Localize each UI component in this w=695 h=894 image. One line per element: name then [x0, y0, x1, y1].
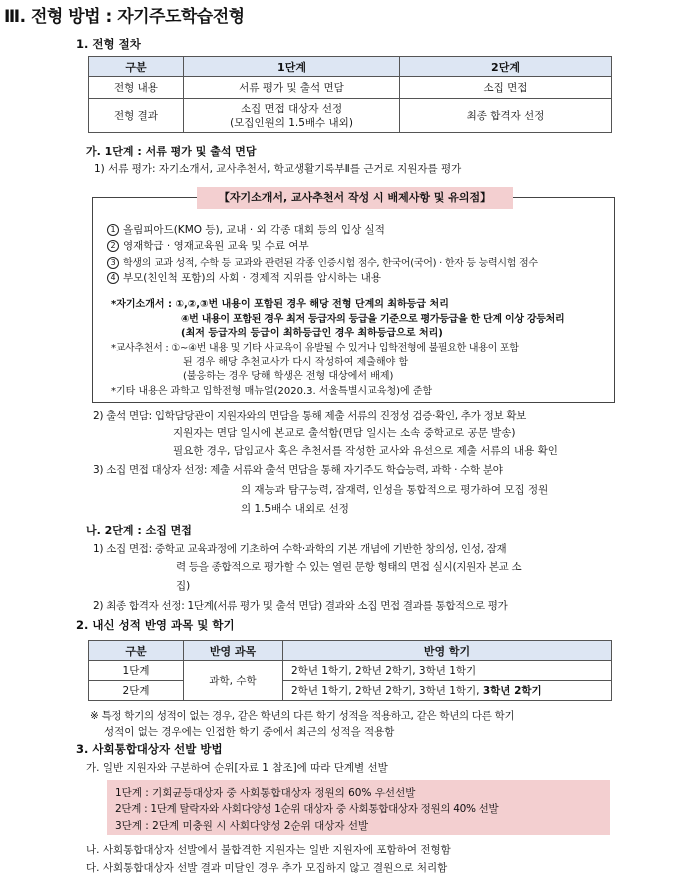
- section-3-heading: 3. 사회통합대상자 선발 방법: [76, 742, 223, 756]
- table-cell: 1단계: [89, 661, 184, 681]
- cell-line: (모집인원의 1.5배수 내외): [230, 116, 353, 129]
- selection-stage: 3단계 : 2단계 미충원 시 사회다양성 2순위 대상자 선발: [115, 820, 369, 832]
- caution-item: 2 영재학급 · 영재교육원 교육 및 수료 여부: [107, 238, 309, 253]
- subsection-na-heading: 나. 2단계 : 소집 면접: [86, 524, 192, 537]
- note-self-intro: *자기소개서 : ①,②,③번 내용이 포함된 경우 해당 전형 단계의 최하등급 처리: [111, 299, 449, 310]
- item-2: 2) 출석 면담: 입학담당관이 지원자와의 면담을 통해 제출 서류의 진정성 검증·확인, 추가 정보 확보: [93, 410, 527, 422]
- caution-box-title: 【자기소개서, 교사추천서 작성 시 배제사항 및 유의점】: [197, 187, 513, 209]
- section-3-na: 나. 사회통합대상자 선발에서 불합격한 지원자는 일반 지원자에 포함하여 전형함: [86, 844, 451, 856]
- table-cell: [184, 99, 400, 133]
- circled-number: 1: [107, 224, 119, 236]
- grades-note: 성적이 없는 경우에는 인접한 학기 중에서 최근의 성적을 적용함: [104, 726, 395, 738]
- section-3-ga: 가. 일반 지원자와 구분하여 순위[자료 1 참조]에 따라 단계별 선발: [86, 762, 388, 774]
- section-2-heading: 2. 내신 성적 반영 과목 및 학기: [76, 618, 235, 632]
- caution-item: 3 학생의 교과 성적, 수학 등 교과와 관련된 각종 인증시험 점수, 한국어(국어) · 한자 등 능력시험 점수: [107, 254, 538, 269]
- caution-item: 4 부모(친인척 포함)의 사회 · 경제적 지위를 암시하는 내용: [107, 270, 381, 285]
- table-cell: 2학년 1학기, 2학년 2학기, 3학년 1학기: [283, 661, 612, 681]
- table-cell: 과학, 수학: [184, 661, 283, 701]
- na-item-1: 1) 소집 면접: 중학교 교육과정에 기초하여 수학·과학의 기본 개념에 기반한 창의성, 인성, 잠재: [93, 543, 507, 555]
- item-3: 의 1.5배수 내외로 선정: [241, 503, 349, 515]
- table-cell: 전형 내용: [89, 77, 184, 99]
- note-other: *기타 내용은 과학고 입학전형 매뉴얼(2020.3. 서울특별시교육청)에 준함: [111, 386, 433, 397]
- item-3: 3) 소집 면접 대상자 선정: 제출 서류와 출석 면담을 통해 자기주도 학습능력, 과학 · 수학 분야: [93, 464, 503, 476]
- page-title: Ⅲ. 전형 방법 : 자기주도학습전형: [4, 7, 245, 27]
- table-cell: 전형 결과: [89, 99, 184, 133]
- table-header: 구분: [89, 57, 184, 77]
- table-cell: 소집 면접: [400, 77, 612, 99]
- cell-line: 소집 면접 대상자 선정: [240, 102, 343, 115]
- table-header: 반영 과목: [184, 641, 283, 661]
- grades-table: [88, 640, 612, 701]
- subsection-ga-heading: 가. 1단계 : 서류 평가 및 출석 면담: [86, 145, 257, 158]
- table-header: 구분: [89, 641, 184, 661]
- procedure-table: [88, 56, 612, 133]
- item-2: 필요한 경우, 담임교사 혹은 추천서를 작성한 교사와 유선으로 제출 서류의 내용 확인: [173, 445, 558, 457]
- circled-number: 2: [107, 240, 119, 252]
- item-2: 지원자는 면담 일시에 본교로 출석함(면담 일시는 소속 중학교로 공문 발송): [173, 427, 516, 439]
- caution-item: 1 올림피아드(KMO 등), 교내 · 외 각종 대회 등의 입상 실적: [107, 222, 385, 237]
- item-3: 의 재능과 탐구능력, 잠재력, 인성을 통합적으로 평가하여 모집 정원: [241, 484, 549, 496]
- table-cell: 서류 평가 및 출석 면담: [184, 77, 400, 99]
- section-3-da: 다. 사회통합대상자 선발 결과 미달인 경우 추가 모집하지 않고 결원으로 처리함: [86, 862, 448, 874]
- table-cell: 2학년 1학기, 2학년 2학기, 3학년 1학기, 3학년 2학기: [283, 681, 612, 701]
- note-self-intro: (최저 등급자의 등급이 최하등급인 경우 최하등급으로 처리): [181, 328, 443, 339]
- section-1-heading: 1. 전형 절차: [76, 37, 141, 51]
- na-item-1: 력 등을 종합적으로 평가할 수 있는 열린 문항 형태의 면접 실시(지원자 본교 소: [176, 561, 522, 573]
- table-cell: 2단계: [89, 681, 184, 701]
- note-recommendation: 된 경우 해당 추천교사가 다시 작성하여 제출해야 함: [183, 357, 409, 368]
- note-recommendation: (불응하는 경우 당해 학생은 전형 대상에서 배제): [183, 371, 394, 382]
- table-cell: 최종 합격자 선정: [400, 99, 612, 133]
- grades-note: ※ 특정 학기의 성적이 없는 경우, 같은 학년의 다른 학기 성적을 적용하고, 같은 학년의 다른 학기: [90, 710, 515, 722]
- na-item-1: 집): [176, 580, 191, 592]
- circled-number: 3: [107, 257, 119, 269]
- table-header: 반영 학기: [283, 641, 612, 661]
- note-recommendation: *교사추천서 : ①~④번 내용 및 기타 사교육이 유발될 수 있거나 입학전형에 불필요한 내용이 포함: [111, 343, 519, 354]
- selection-stage: 2단계 : 1단계 탈락자와 사회다양성 1순위 대상자 중 사회통합대상자 정원의 40% 선발: [115, 803, 499, 815]
- item-1: 1) 서류 평가: 자기소개서, 교사추천서, 학교생활기록부Ⅱ를 근거로 지원자를 평가: [94, 163, 462, 175]
- table-header: 1단계: [184, 57, 400, 77]
- selection-stage: 1단계 : 기회균등대상자 중 사회통합대상자 정원의 60% 우선선발: [115, 787, 416, 799]
- circled-number: 4: [107, 272, 119, 284]
- note-self-intro: ④번 내용이 포함된 경우 최저 등급자의 등급을 기준으로 평가등급을 한 단계 이상 강등처리: [181, 314, 565, 325]
- na-item-2: 2) 최종 합격자 선정: 1단계(서류 평가 및 출석 면담) 결과와 소집 면접 결과를 통합적으로 평가: [93, 600, 508, 612]
- table-header: 2단계: [400, 57, 612, 77]
